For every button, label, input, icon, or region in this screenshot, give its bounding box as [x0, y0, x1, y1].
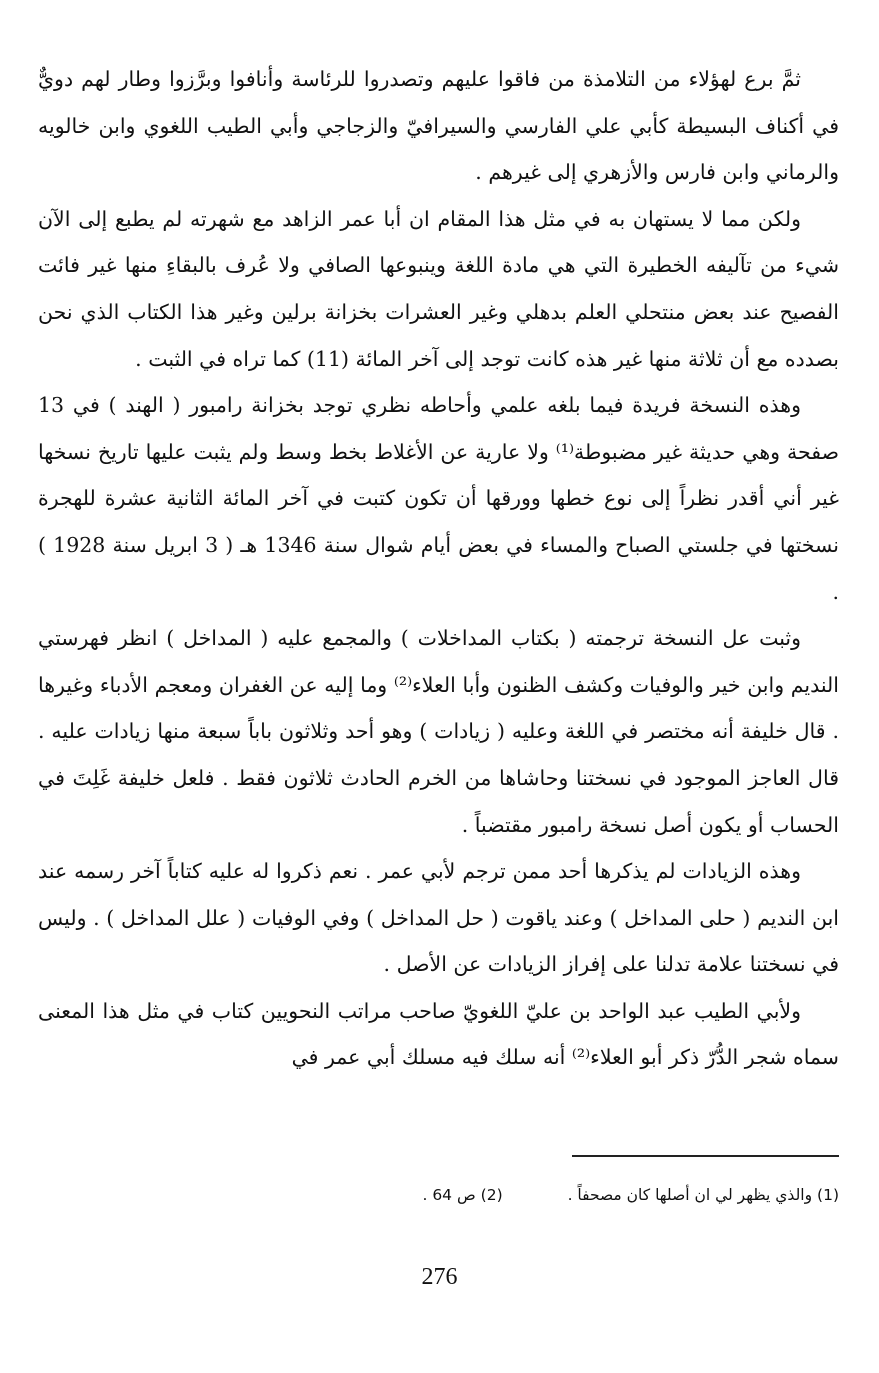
- footnote-2: (2) ص 64 .: [422, 1186, 503, 1204]
- paragraph-6: ولأبي الطيب عبد الواحد بن عليّ اللغويّ صاحب مراتب النحويين كتاب في مثل هذا المعنى سماه شجر الدُّرّ ذكر أبو العلاء⁽²⁾ أنه سلك فيه مسلك أبي عمر في: [38, 998, 839, 1070]
- page-number: 276: [421, 1264, 458, 1290]
- footnotes: [200, 1180, 839, 1210]
- paragraph-2: ولكن مما لا يستهان به في مثل هذا المقام ان أبا عمر الزاهد مع شهرته لم يطبع إلى الآن شيء من تآليفه الخطيرة التي هي مادة اللغة وينبوعها الصافي ولا عُرف بالبقاءِ منها غير فائت الفصيح عند بعض منتحلي العلم بدهلي وغير العشرات بخزانة برلين وغير هذا الكتاب الذي نحن بصدده مع أن ثلاثة منها غير هذه كانت توجد إلى آخر المائة (11) كما تراه في الثبت .: [38, 206, 839, 371]
- footnote-separator: [572, 1155, 839, 1157]
- paragraph-3: وهذه النسخة فريدة فيما بلغه علمي وأحاطه نظري توجد بخزانة رامبور ( الهند ) في 13 صفحة وهي حديثة غير مضبوطة⁽¹⁾ ولا عارية عن الأغلاط بخط وسط ولم يثبت عليها تاريخ نسخها غير أني أقدر نظراً إلى نوع خطها وورقها أن تكون كتبت في آخر المائة الثانية عشرة للهجرة نسختها في جلستي الصباح والمساء في بعض أيام شوال سنة 1346 هـ ( 3 ابريل سنة 1928 ) .: [38, 393, 839, 604]
- paragraph-5: وهذه الزيادات لم يذكرها أحد ممن ترجم لأبي عمر . نعم ذكروا له عليه كتاباً آخر رسمه عند ابن النديم ( حلى المداخل ) وعند ياقوت ( حل المداخل ) وفي الوفيات ( علل المداخل ) . وليس في نسختنا علامة تدلنا على إفراز الزيادات عن الأصل .: [38, 859, 839, 977]
- paragraph-1: ثمَّ برع لهؤلاء من التلامذة من فاقوا عليهم وتصدروا للرئاسة وأنافوا وبرَّزوا وطار لهم دويٌّ في أكناف البسيطة كأبي علي الفارسي والسيرافيّ والزجاجي وأبي الطيب اللغوي وابن خالويه والرماني وابن فارس والأزهري إلى غيرهم .: [38, 67, 839, 185]
- footnote-1: (1) والذي يظهر لي ان أصلها كان مصحفاً .: [567, 1186, 839, 1204]
- paragraph-4: وثبت عل النسخة ترجمته ( بكتاب المداخلات ) والمجمع عليه ( المداخل ) انظر فهرستي النديم وابن خير والوفيات وكشف الظنون وأبا العلاء⁽²⁾ وما إليه عن الغفران ومعجم الأدباء وغيرها . قال خليفة أنه مختصر في اللغة وعليه ( زيادات ) وهو أحد وثلاثون باباً سبعة منها زيادات عليه . قال العاجز الموجود في نسختنا وحاشاها من الخرم الحادث ثلاثون فقط . فلعل خليفة غَلِتَ في الحساب أو يكون أصل نسخة رامبور مقتضباً .: [38, 626, 840, 837]
- main-text: [38, 56, 839, 1081]
